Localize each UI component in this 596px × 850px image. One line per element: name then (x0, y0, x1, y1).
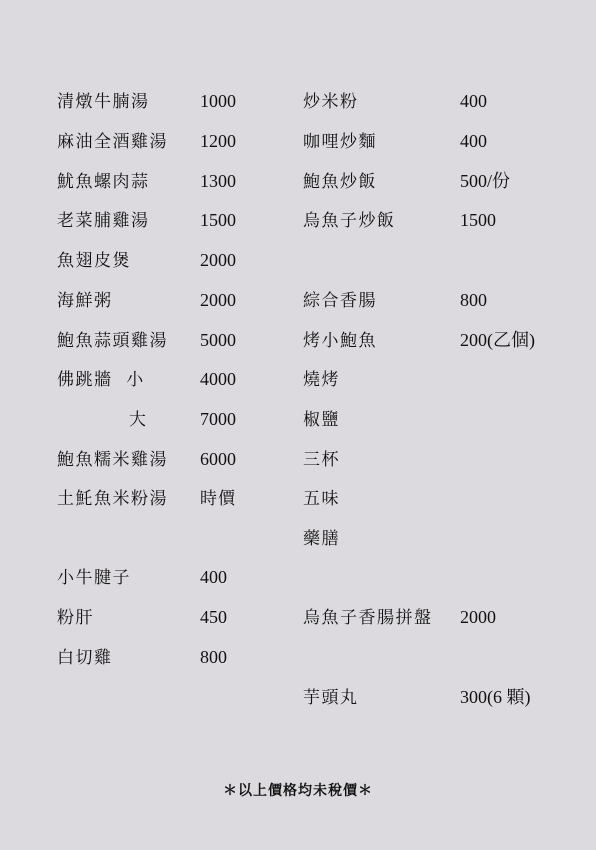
menu-item-name: 烏魚子炒飯 (303, 211, 396, 231)
menu-item-name: 三杯 (303, 450, 340, 470)
menu-item-price: 1500 (460, 210, 496, 230)
menu-item-name: 海鮮粥 (57, 291, 113, 311)
menu-item-name: 麻油全酒雞湯 (57, 132, 168, 152)
menu-item-price: 6000 (200, 449, 236, 469)
menu-item-price: 400 (460, 91, 487, 111)
menu-item-price: 450 (200, 607, 227, 627)
menu-item-price: 800 (460, 290, 487, 310)
menu-item-price: 800 (200, 647, 227, 667)
menu-item-name: 藥膳 (303, 529, 340, 549)
menu-item-price: 1500 (200, 210, 236, 230)
menu-item-price: 300(6 顆) (460, 687, 531, 707)
menu-item-price: 5000 (200, 330, 236, 350)
menu-item-name: 鮑魚糯米雞湯 (57, 450, 168, 470)
menu-item-name: 土魠魚米粉湯 (57, 489, 168, 509)
menu-item-name: 大 (129, 410, 148, 430)
menu-item-name: 烏魚子香腸拼盤 (303, 608, 433, 628)
menu-item-name: 五味 (303, 489, 340, 509)
menu-item-name: 粉肝 (57, 608, 94, 628)
menu-item-name: 炒米粉 (303, 92, 359, 112)
menu-item-name: 白切雞 (57, 648, 113, 668)
menu-item-name: 鮑魚蒜頭雞湯 (57, 331, 168, 351)
menu-item-price: 2000 (460, 607, 496, 627)
menu-item-name: 咖哩炒麵 (303, 132, 377, 152)
menu-item-name: 烤小鮑魚 (303, 331, 377, 351)
menu-item-price: 1200 (200, 131, 236, 151)
menu-item-price: 400 (460, 131, 487, 151)
menu-item-name: 小牛腱子 (57, 568, 131, 588)
menu-item-name: 魷魚螺肉蒜 (57, 172, 150, 192)
menu-item-price: 500/份 (460, 171, 511, 191)
menu-item-price: 400 (200, 567, 227, 587)
menu-item-name: 燒烤 (303, 370, 340, 390)
menu-item-name: 芋頭丸 (303, 688, 359, 708)
menu-item-name: 佛跳牆 小 (57, 370, 145, 390)
menu-item-price: 2000 (200, 290, 236, 310)
menu-item-name: 清燉牛腩湯 (57, 92, 150, 112)
menu-item-price: 時價 (200, 489, 236, 509)
menu-item-price: 4000 (200, 369, 236, 389)
menu-item-name: 鮑魚炒飯 (303, 172, 377, 192)
menu-item-name: 魚翅皮煲 (57, 251, 131, 271)
menu-item-price: 7000 (200, 409, 236, 429)
menu-item-price: 1000 (200, 91, 236, 111)
menu-item-price: 1300 (200, 171, 236, 191)
menu-item-price: 200(乙個) (460, 330, 535, 350)
tax-note: ＊以上價格均未稅價＊ (223, 783, 373, 799)
menu-item-name: 綜合香腸 (303, 291, 377, 311)
menu-item-price: 2000 (200, 250, 236, 270)
menu-item-name: 老菜脯雞湯 (57, 211, 150, 231)
menu-item-name: 椒鹽 (303, 410, 340, 430)
